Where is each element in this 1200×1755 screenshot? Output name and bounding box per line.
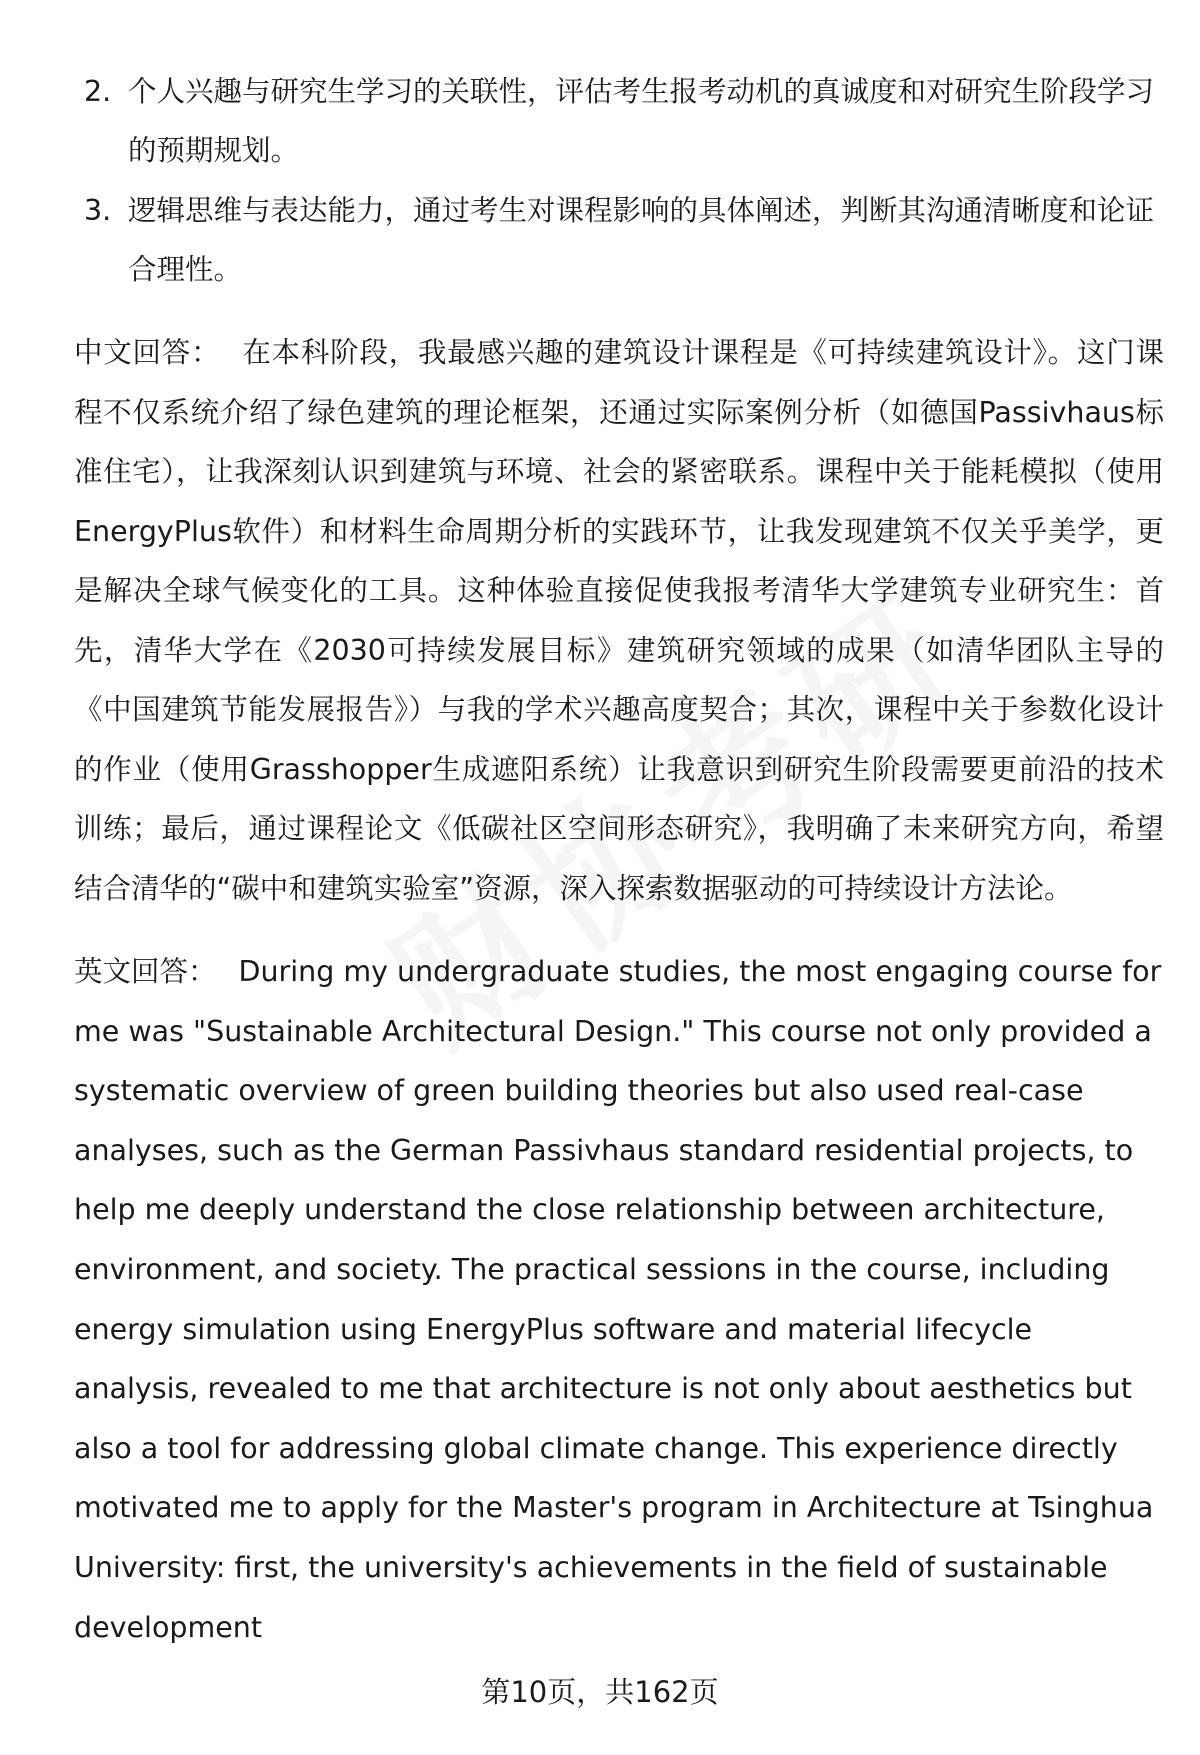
- list-item: [74, 181, 1164, 299]
- chinese-answer-text: 在本科阶段，我最感兴趣的建筑设计课程是《可持续建筑设计》。这门课程不仅系统介绍了绿色建筑的理论框架，还通过实际案例分析（如德国Passivhaus标准住宅），让我深刻认识到建筑与环境、社会的紧密联系。课程中关于能耗模拟（使用EnergyPlus软件）和材料生命周期分析的实践环节，让我发现建筑不仅关乎美学，更是解决全球气候变化的工具。这种体验直接促使我报考清华大学建筑专业研究生：首先，清华大学在《2030可持续发展目标》建筑研究领域的成果（如清华团队主导的《中国建筑节能发展报告》）与我的学术兴趣高度契合；其次，课程中关于参数化设计的作业（使用Grasshopper生成遮阳系统）让我意识到研究生阶段需要更前沿的技术训练；最后，通过课程论文《低碳社区空间形态研究》，我明确了未来研究方向，希望结合清华的“碳中和建筑实验室”资源，深入探索数据驱动的可持续设计方法论。: [74, 336, 1164, 905]
- chinese-answer-label: 中文回答：: [74, 336, 221, 369]
- list-item: [74, 62, 1164, 180]
- page-number: 第10页，共162页: [481, 1675, 719, 1709]
- chinese-answer: [74, 323, 1164, 918]
- list-item-text: 个人兴趣与研究生学习的关联性，评估考生报考动机的真诚度和对研究生阶段学习的预期规划。: [128, 75, 1155, 167]
- english-answer-text: During my undergraduate studies, the most engaging course for me was "Sustainable Architectural Design." This course not only provided a systematic overview of green building theories but also used real-case analyses, such as the German Passivhaus standard residential projects, to help me deeply understand the close relationship between architecture, environment, and society. The practical sessions in the course, including energy simulation using EnergyPlus software and material lifecycle analysis, revealed to me that architecture is not only about aesthetics but also a tool for addressing global climate change. This experience directly motivated me to apply for the Master's program in Architecture at Tsinghua University: first, the university's achievements in the field of sustainable development: [74, 955, 1162, 1644]
- page-content: [74, 62, 1164, 1657]
- list-item-text: 逻辑思维与表达能力，通过考生对课程影响的具体阐述，判断其沟通清晰度和论证合理性。: [128, 194, 1155, 286]
- english-answer-label: 英文回答：: [74, 955, 217, 988]
- list-item-number: 2.: [84, 75, 112, 108]
- criteria-list: [74, 62, 1164, 299]
- list-item-number: 3.: [84, 194, 112, 227]
- english-answer: [74, 942, 1164, 1657]
